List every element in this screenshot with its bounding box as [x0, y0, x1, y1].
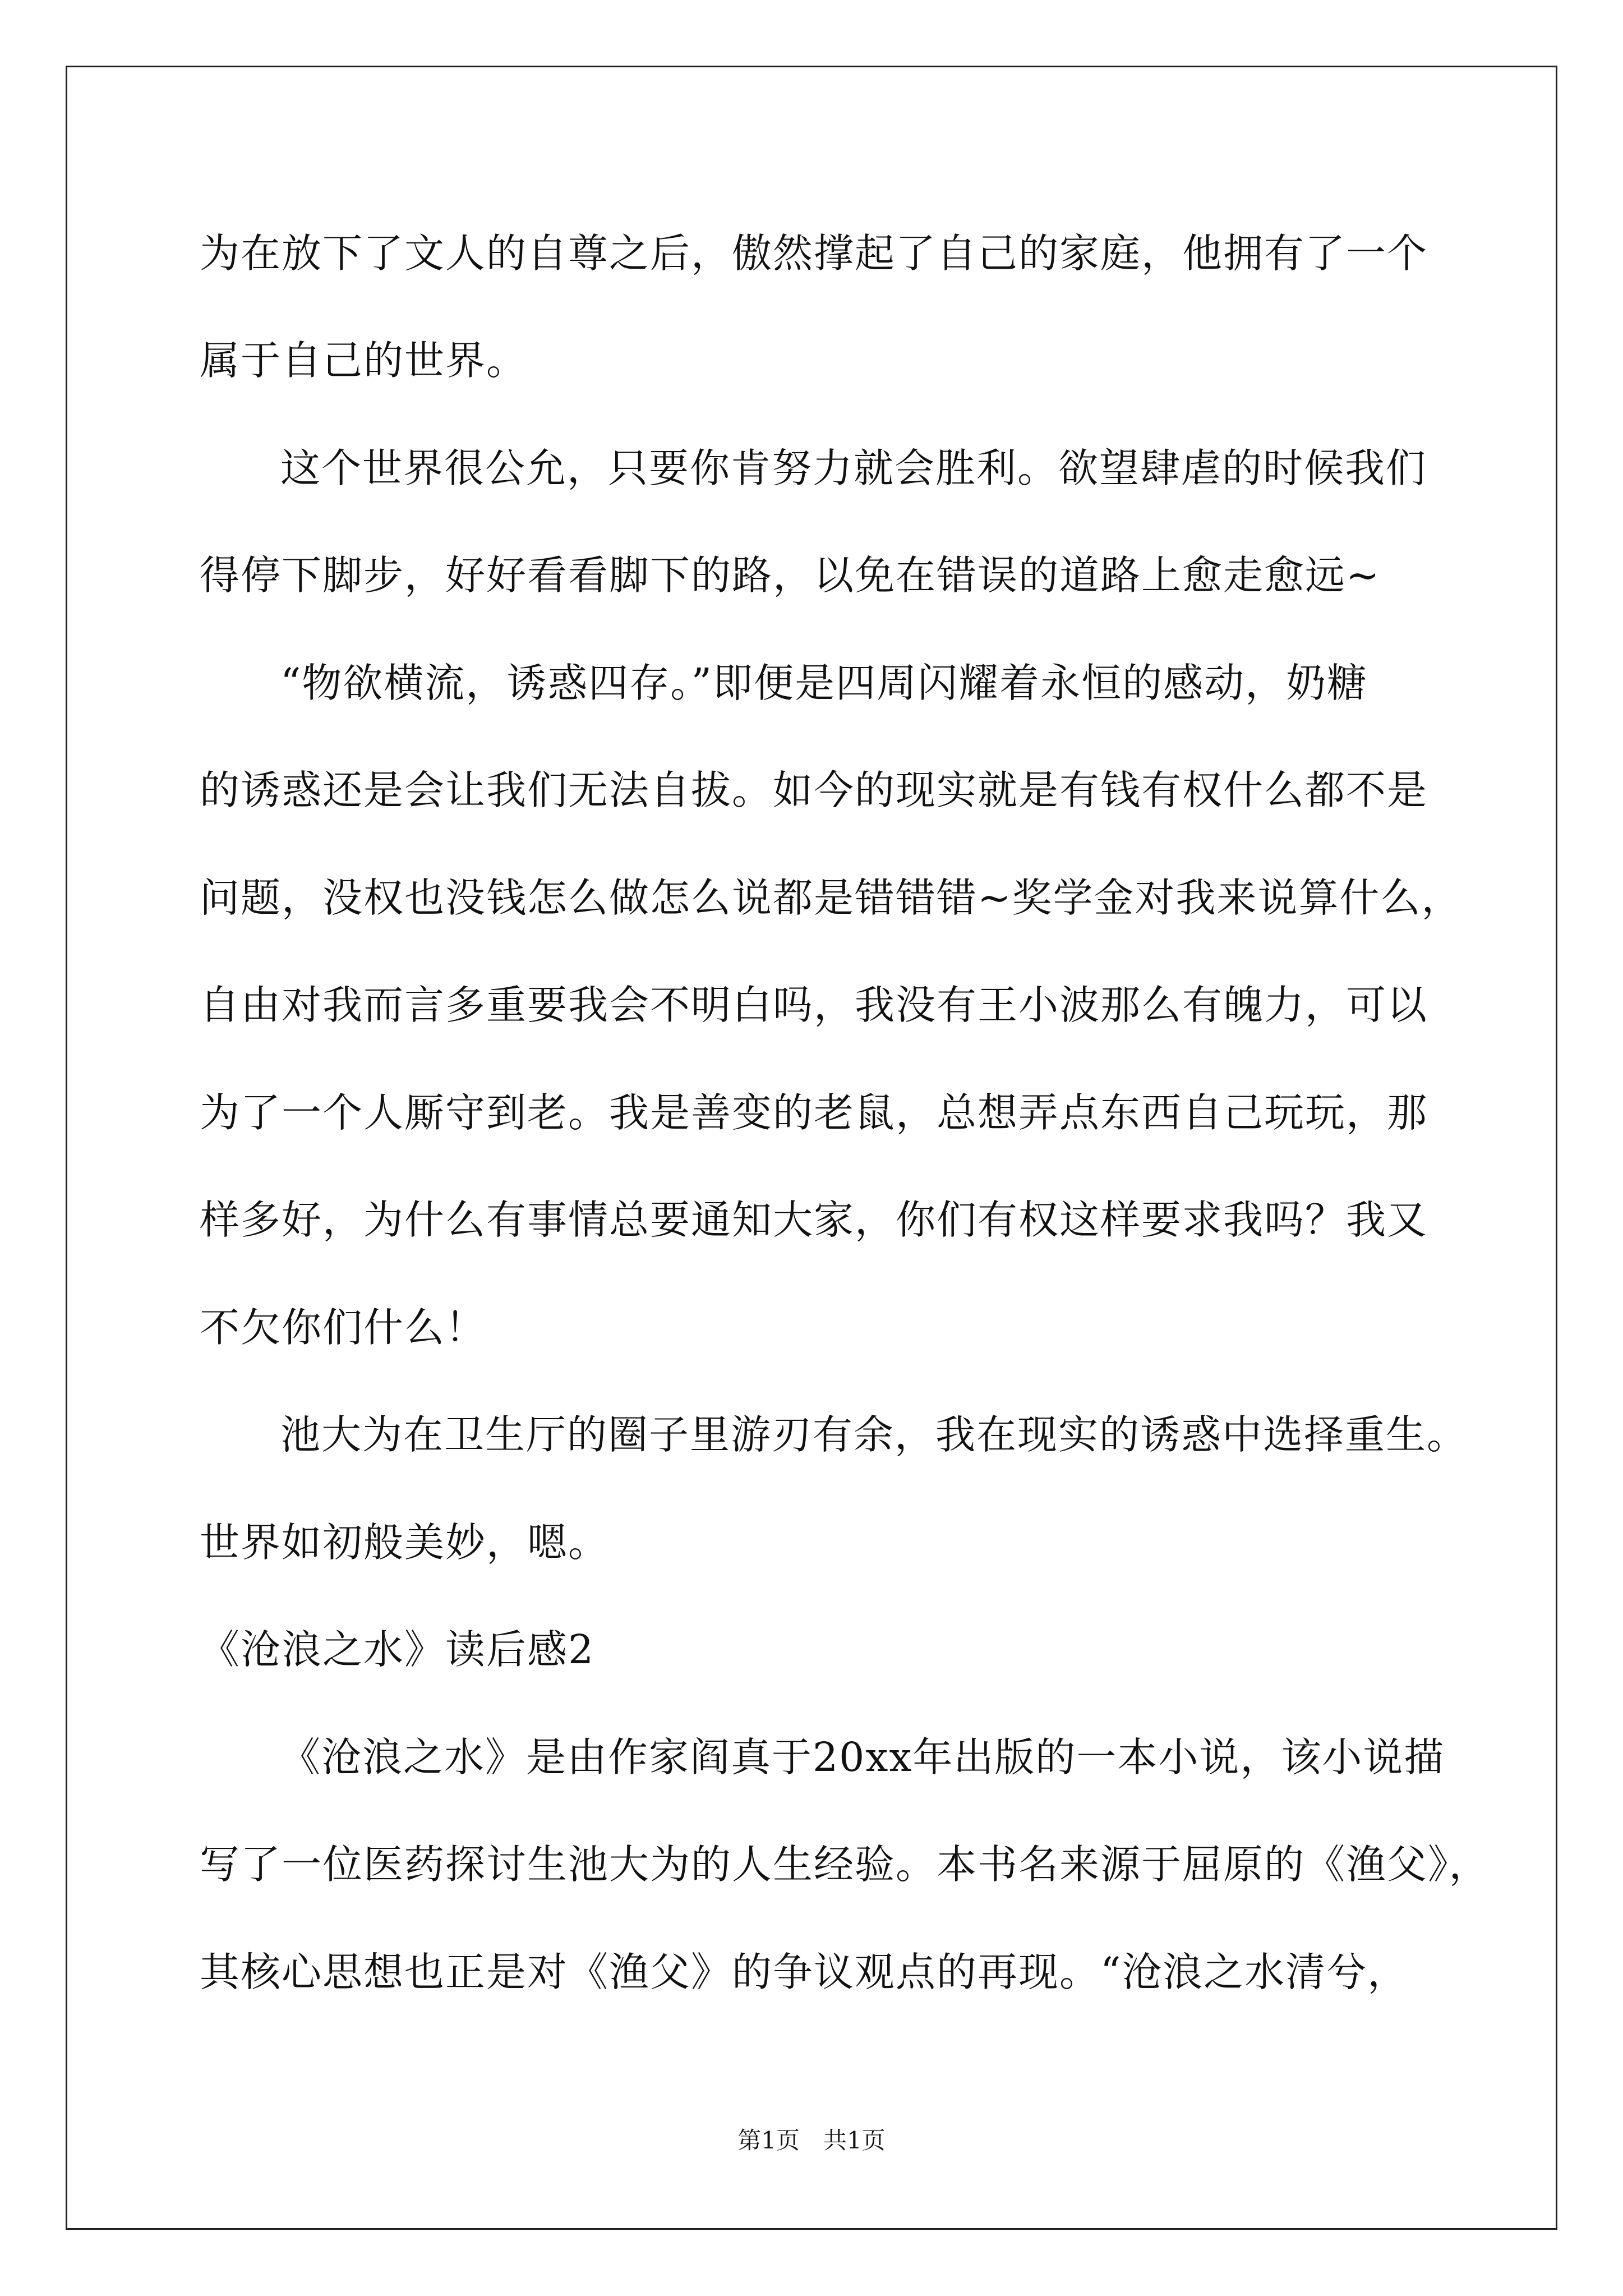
paragraph-line: 问题，没权也没钱怎么做怎么说都是错错错~奖学金对我来说算什么， — [200, 875, 1463, 921]
page-border — [66, 66, 1557, 2230]
paragraph-line: 样多好，为什么有事情总要通知大家，你们有权这样要求我吗？我又 — [200, 1197, 1428, 1243]
paragraph-line: 属于自己的世界。 — [200, 337, 528, 384]
paragraph-line: 世界如初般美妙，嗯。 — [200, 1519, 610, 1566]
page-number: 第1页 共1页 — [737, 2127, 886, 2154]
paragraph-line: 池大为在卫生厅的圈子里游刃有余，我在现实的诱惑中选择重生。 — [280, 1411, 1468, 1458]
paragraph-line: 为在放下了文人的自尊之后，傲然撑起了自己的家庭，他拥有了一个 — [200, 230, 1428, 277]
paragraph-line: 的诱惑还是会让我们无法自拔。如今的现实就是有钱有权什么都不是 — [200, 767, 1428, 813]
paragraph-line: 不欠你们什么！ — [200, 1304, 487, 1351]
paragraph-line: “物欲横流，诱惑四存。”即便是四周闪耀着永恒的感动，奶糖 — [280, 660, 1368, 706]
paragraph-line: 《沧浪之水》是由作家阎真于20xx年出版的一本小说，该小说描 — [280, 1734, 1445, 1780]
paragraph-line: 自由对我而言多重要我会不明白吗，我没有王小波那么有魄力，可以 — [200, 982, 1428, 1028]
paragraph-line: 为了一个人厮守到老。我是善变的老鼠，总想弄点东西自己玩玩，那 — [200, 1089, 1428, 1136]
section-heading: 《沧浪之水》读后感2 — [200, 1626, 595, 1673]
paragraph-line: 其核心思想也正是对《渔父》的争议观点的再现。“沧浪之水清兮， — [200, 1949, 1409, 1995]
paragraph-line: 这个世界很公允，只要你肯努力就会胜利。欲望肆虐的时候我们 — [280, 445, 1427, 491]
paragraph-line: 写了一位医药探讨生池大为的人生经验。本书名来源于屈原的《渔父》， — [200, 1841, 1490, 1888]
paragraph-line: 得停下脚步，好好看看脚下的路，以免在错误的道路上愈走愈远~ — [200, 552, 1381, 599]
